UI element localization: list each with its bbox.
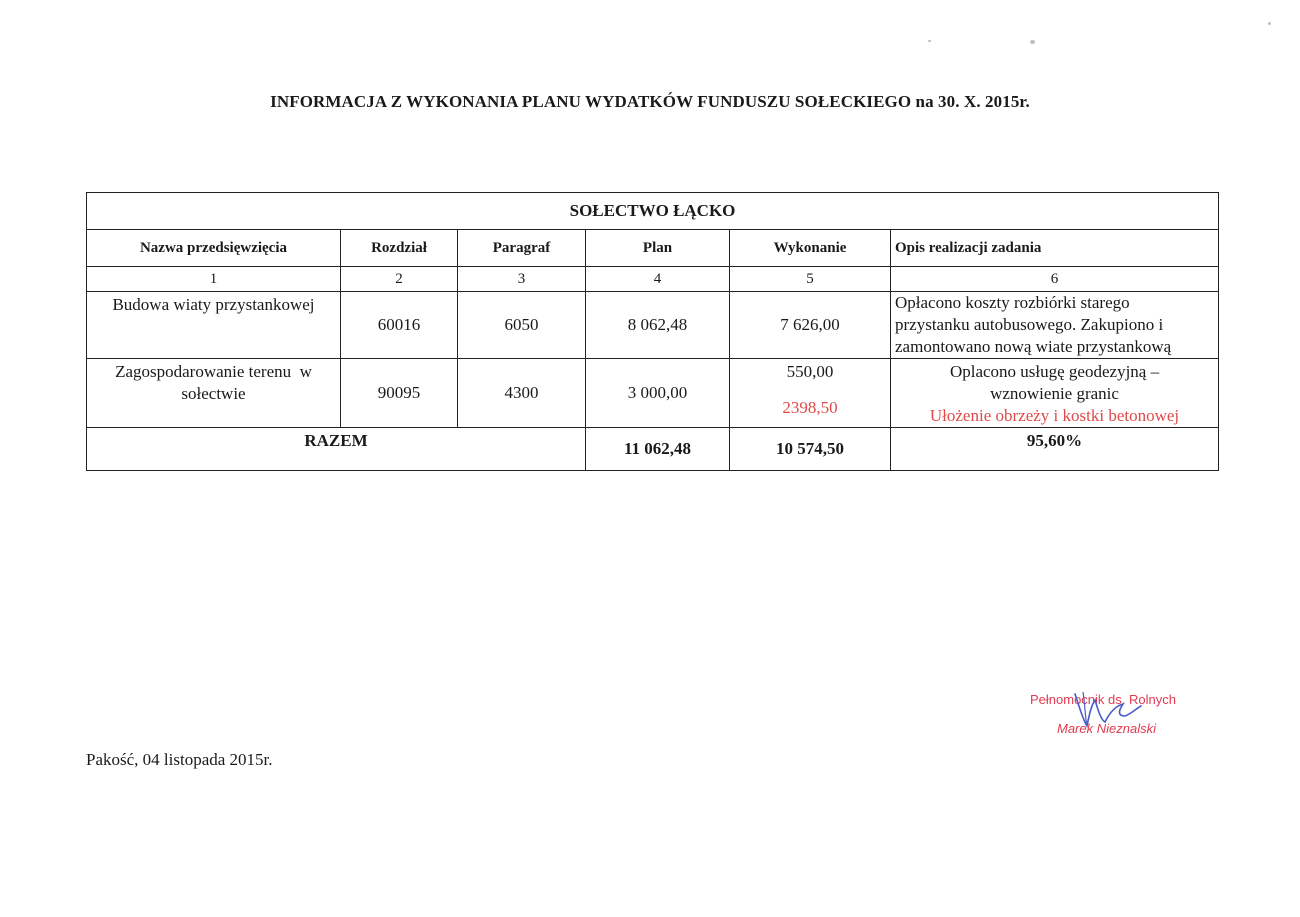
- description-line: przystanku autobusowego. Zakupiono i: [895, 315, 1164, 334]
- project-name-line: Zagospodarowanie terenu w: [115, 362, 312, 381]
- description-cell: [891, 359, 1219, 428]
- project-name: [87, 359, 341, 428]
- scan-speck: [1268, 22, 1271, 25]
- description-line: Oplacono usługę geodezyjną –: [949, 362, 1160, 381]
- project-name-line: sołectwie: [181, 384, 246, 403]
- column-header: Nazwa przedsięwzięcia: [87, 230, 341, 267]
- stamp-title: Pełnomocnik ds. Rolnych: [1030, 692, 1176, 707]
- signature-stamp: [1005, 686, 1215, 746]
- place-and-date: Pakość, 04 listopada 2015r.: [86, 750, 273, 769]
- total-label: RAZEM: [87, 428, 586, 471]
- plan-cell: 3 000,00: [586, 359, 730, 428]
- column-number-row: [87, 267, 1219, 292]
- rozdzial-cell: 90095: [341, 359, 458, 428]
- total-plan: 11 062,48: [586, 428, 730, 471]
- column-header: Wykonanie: [730, 230, 891, 267]
- column-header: Paragraf: [458, 230, 586, 267]
- column-header: Plan: [586, 230, 730, 267]
- handwritten-signature: [1065, 686, 1145, 736]
- column-number: 5: [730, 267, 891, 292]
- column-header: Rozdział: [341, 230, 458, 267]
- paragraf-cell: 6050: [458, 292, 586, 359]
- report-table-container: [86, 192, 1218, 470]
- rozdzial-cell: 60016: [341, 292, 458, 359]
- column-number: 6: [891, 267, 1219, 292]
- description-handwritten-line: Ułożenie obrzeży i kostki betonowej: [929, 406, 1180, 425]
- stamp-name: Marek Nieznalski: [1057, 721, 1156, 736]
- section-title: SOŁECTWO ŁĄCKO: [87, 193, 1219, 230]
- column-number: 3: [458, 267, 586, 292]
- wykonanie-value: 550,00: [786, 362, 834, 381]
- total-wykonanie: 10 574,50: [730, 428, 891, 471]
- column-header-row: [87, 230, 1219, 267]
- table-row: [87, 359, 1219, 428]
- report-table: [86, 192, 1219, 471]
- wykonanie-cell: [730, 359, 891, 428]
- scan-speck: [1030, 40, 1035, 44]
- description-line: Opłacono koszty rozbiórki starego: [895, 293, 1130, 312]
- description-line: wznowienie granic: [990, 384, 1119, 403]
- column-number: 2: [341, 267, 458, 292]
- total-percent: 95,60%: [891, 428, 1219, 471]
- wykonanie-cell: 7 626,00: [730, 292, 891, 359]
- wykonanie-handwritten-value: 2398,50: [782, 398, 838, 417]
- section-header-row: [87, 193, 1219, 230]
- plan-cell: 8 062,48: [586, 292, 730, 359]
- total-row: [87, 428, 1219, 471]
- scan-speck: [928, 40, 931, 42]
- table-row: [87, 292, 1219, 359]
- project-name: Budowa wiaty przystankowej: [87, 292, 341, 359]
- column-number: 4: [586, 267, 730, 292]
- column-number: 1: [87, 267, 341, 292]
- description-line: zamontowano nową wiate przystankową: [895, 337, 1172, 356]
- paragraf-cell: 4300: [458, 359, 586, 428]
- document-title: INFORMACJA Z WYKONANIA PLANU WYDATKÓW FUNDUSZU SOŁECKIEGO na 30. X. 2015r.: [270, 92, 1030, 111]
- column-header: Opis realizacji zadania: [891, 230, 1219, 267]
- description-cell: [891, 292, 1219, 359]
